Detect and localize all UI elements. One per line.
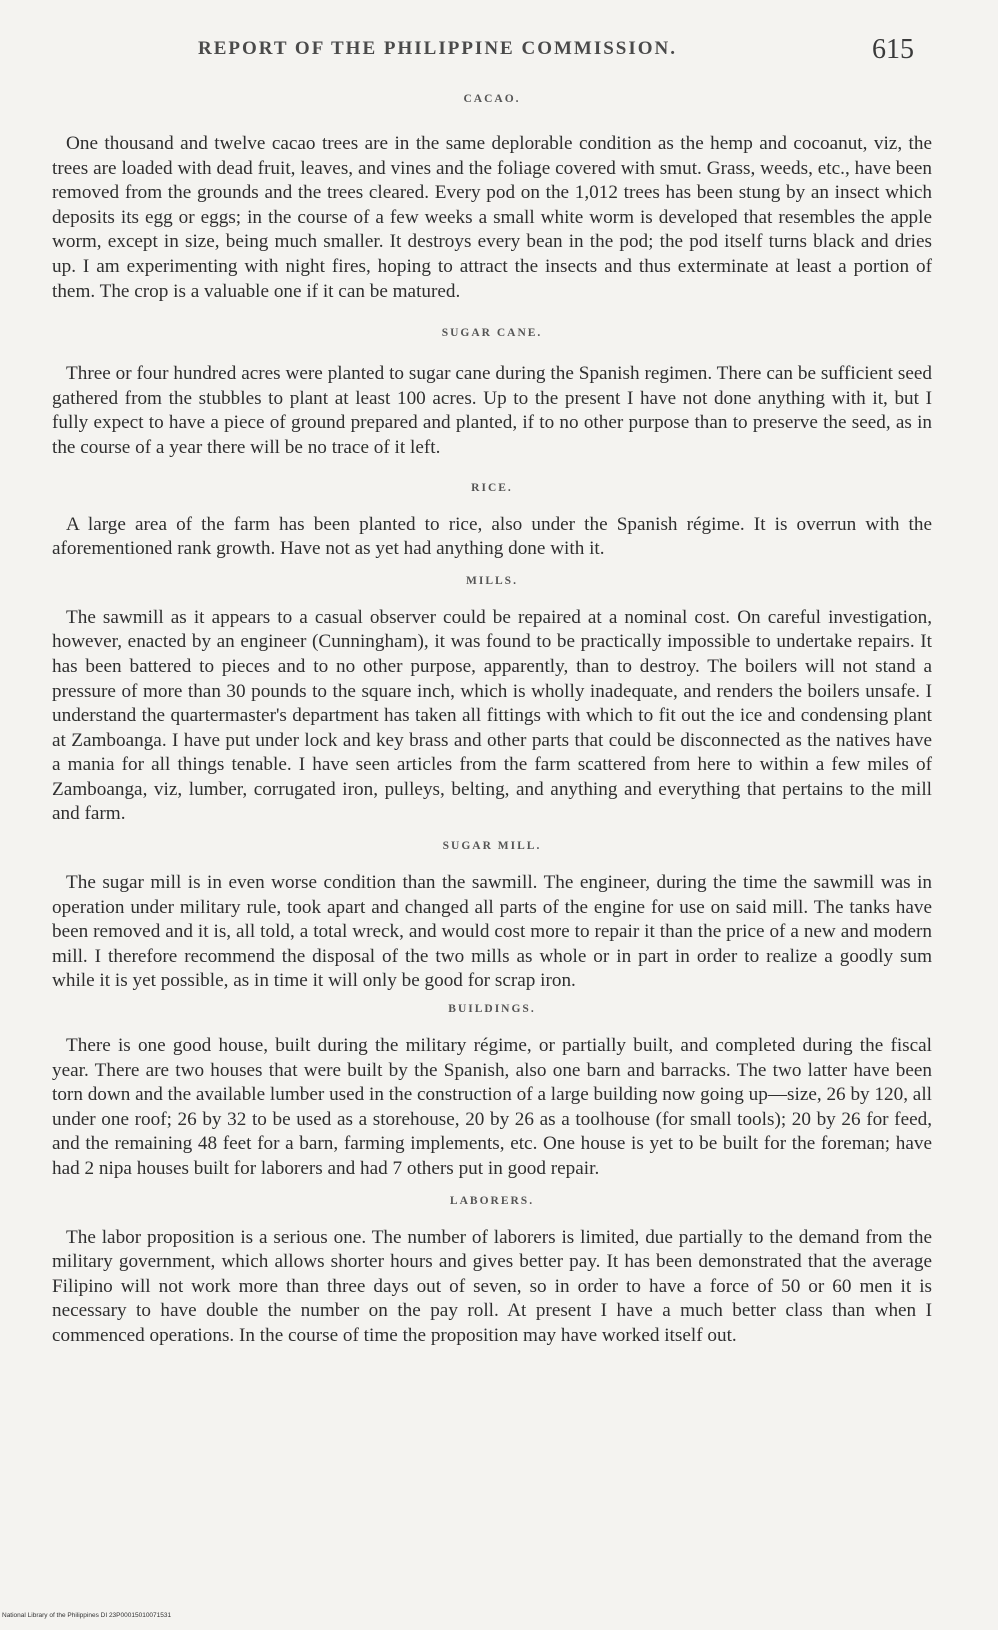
section-cacao bbox=[52, 88, 932, 304]
section-paragraph: There is one good house, built during the military régime, or partially built, and completed during the fiscal year. There are two houses that were built by the Spanish, also one barn and barracks. The two latter have been torn down and the available lumber used in the construction of a large building now going up—size, 26 by 120, all under one roof; 26 by 32 to be used as a storehouse, 20 by 26 as a toolhouse (for small tools); 20 by 26 for feed, and the remaining 48 feet for a barn, farming implements, etc. One house is yet to be built for the foreman; have had 2 nipa houses built for laborers and had 7 others put in good repair. bbox=[52, 1035, 932, 1179]
section-laborers bbox=[52, 1190, 932, 1349]
section-heading: SUGAR CANE. bbox=[441, 327, 543, 340]
page-header bbox=[0, 34, 998, 74]
section-heading: RICE. bbox=[471, 481, 513, 494]
section-sugar-mill bbox=[52, 835, 932, 994]
section-paragraph: The sawmill as it appears to a casual observer could be repaired at a nominal cost. On careful investigation, however, enacted by an engineer (Cunningham), it was found to be practically impossible to undertake repairs. It has been battered to pieces and to no other purpose, apparently, than to destroy. The boilers will not stand a pressure of more than 30 pounds to the square inch, which is wholly inadequate, and renders the boilers unsafe. I understand the quartermaster's department has taken all fittings with which to fit out the ice and condensing plant at Zamboanga. I have put under lock and key brass and other parts that could be disconnected as the natives have a mania for all things tenable. I have seen articles from the farm scattered from here to within a few miles of Zamboanga, viz, lumber, corrugated iron, pulleys, belting, and anything and everything that pertains to the mill and farm. bbox=[52, 606, 932, 825]
section-paragraph: The labor proposition is a serious one. The number of laborers is limited, due partially to the demand from the military government, which allows shorter hours and gives better pay. It has been demonstrated that the average Filipino will not work more than three days out of seven, so in order to have a force of 50 or 60 men it is necessary to have double the number on the pay roll. At present I have a much better class than when I commenced operations. In the course of time the proposition may have worked itself out. bbox=[52, 1226, 932, 1346]
section-paragraph: The sugar mill is in even worse condition than the sawmill. The engineer, during the time the sawmill was in operation under military rule, took apart and changed all parts of the engine for use on said mill. The tanks have been removed and it is, all told, a total wreck, and would cost more to repair it than the price of a new and modern mill. I therefore recommend the disposal of the two mills as whole or in part in order to realize a goodly sum while it is yet possible, as in time it will only be good for scrap iron. bbox=[52, 872, 932, 992]
section-heading: MILLS. bbox=[466, 574, 518, 587]
section-sugar-cane bbox=[52, 322, 932, 460]
section-heading: SUGAR MILL. bbox=[442, 840, 542, 853]
body-text bbox=[52, 88, 932, 1349]
section-rice bbox=[52, 477, 932, 562]
section-paragraph: Three or four hundred acres were planted to sugar cane during the Spanish regimen. There can be sufficient seed gathered from the stubbles to plant at least 100 acres. Up to the present I have not done anything with it, but I fully expect to have a piece of ground prepared and planted, if to no other purpose than to preserve the seed, as in the course of a year there will be no trace of it left. bbox=[52, 363, 932, 458]
section-heading: LABORERS. bbox=[449, 1194, 535, 1207]
section-mills bbox=[52, 570, 932, 827]
running-title: REPORT OF THE PHILIPPINE COMMISSION. bbox=[198, 38, 678, 59]
page-number: 615 bbox=[872, 34, 914, 65]
section-buildings bbox=[52, 998, 932, 1182]
section-heading: BUILDINGS. bbox=[448, 1003, 536, 1016]
scan-credit: National Library of the Philippines DI 23P00015010071531 bbox=[2, 1612, 172, 1619]
section-paragraph: A large area of the farm has been planted to rice, also under the Spanish régime. It is overrun with the aforementioned rank growth. Have not as yet had anything done with it. bbox=[52, 513, 932, 560]
section-paragraph: One thousand and twelve cacao trees are in the same deplorable condition as the hemp and cocoanut, viz, the trees are loaded with dead fruit, leaves, and vines and the foliage covered with smut. Grass, weeds, etc., have been removed from the grounds and the trees cleared. Every pod on the 1,012 trees has been stung by an insect which deposits its egg or eggs; in the course of a few weeks a small white worm is developed that resembles the apple worm, except in size, being much smaller. It destroys every bean in the pod; the pod itself turns black and dries up. I am experimenting with night fires, hoping to attract the insects and thus exterminate at least a portion of them. The crop is a valuable one if it can be matured. bbox=[52, 133, 932, 302]
section-heading: CACAO. bbox=[463, 93, 521, 105]
